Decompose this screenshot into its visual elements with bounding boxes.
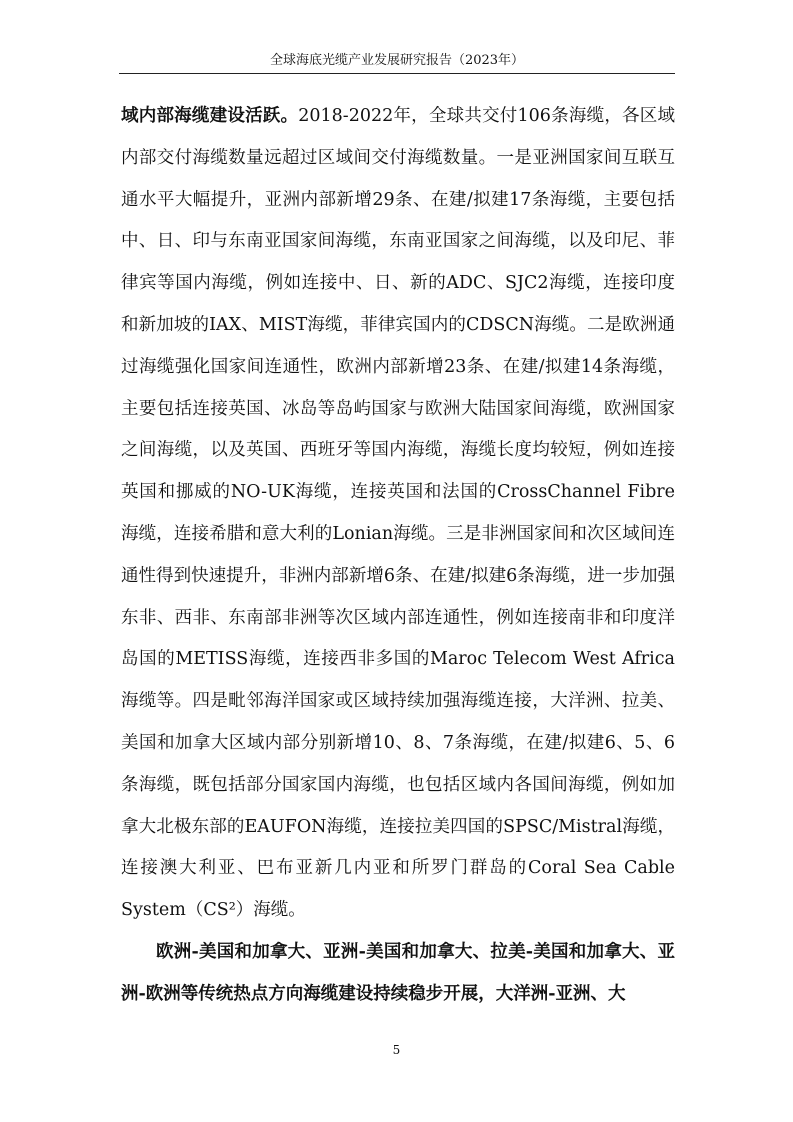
paragraph-hotspot-directions: 欧洲-美国和加拿大、亚洲-美国和加拿大、拉美-美国和加拿大、亚洲-欧洲等传统热点方向海缆建设持续稳步开展，大洋洲-亚洲、大 bbox=[121, 941, 675, 1004]
paragraph-body: 2018-2022年，全球共交付106条海缆，各区域内部交付海缆数量远超过区域间交付海缆数量。一是亚洲国家间互联互通水平大幅提升，亚洲内部新增29条、在建/拟建17条海缆，主要包括中、日、印与东南亚国家间海缆，东南亚国家之间海缆，以及印尼、菲律宾等国内海缆，例如连接中、日、新的ADC、SJC2海缆，连接印度和新加坡的IAX、MIST海缆，菲律宾国内的CDSCN海缆。二是欧洲通过海缆强化国家间连通性，欧洲内部新增23条、在建/拟建14条海缆，主要包括连接英国、冰岛等岛屿国家与欧洲大陆国家间海缆，欧洲国家之间海缆，以及英国、西班牙等国内海缆，海缆长度均较短，例如连接英国和挪威的NO-UK海缆，连接英国和法国的CrossChannel Fibre海缆，连接希腊和意大利的Lonian海缆。三是非洲国家间和次区域间连通性得到快速提升，非洲内部新增6条、在建/拟建6条海缆，进一步加强东非、西非、东南部非洲等次区域内部连通性，例如连接南非和印度洋岛国的METISS海缆，连接西非多国的Maroc Telecom West Africa海缆等。四是毗邻海洋国家或区域持续加强海缆连接，大洋洲、拉美、美国和加拿大区域内部分别新增10、8、7条海缆，在建/拟建6、5、6条海缆，既包括部分国家国内海缆，也包括区域内各国间海缆，例如加拿大北极东部的EAUFON海缆，连接拉美四国的SPSC/Mistral海缆，连接澳大利亚、巴布亚新几内亚和所罗门群岛的Coral Sea Cable System（CS²）海缆。 bbox=[121, 106, 676, 921]
page-header bbox=[119, 53, 675, 74]
paragraph-lead: 域内部海缆建设活跃。 bbox=[121, 106, 299, 126]
report-title: 全球海底光缆产业发展研究报告（2023年） bbox=[269, 53, 525, 68]
page-number: 5 bbox=[392, 1043, 401, 1057]
body-text bbox=[121, 96, 675, 1016]
paragraph-regional-cables bbox=[121, 96, 675, 932]
